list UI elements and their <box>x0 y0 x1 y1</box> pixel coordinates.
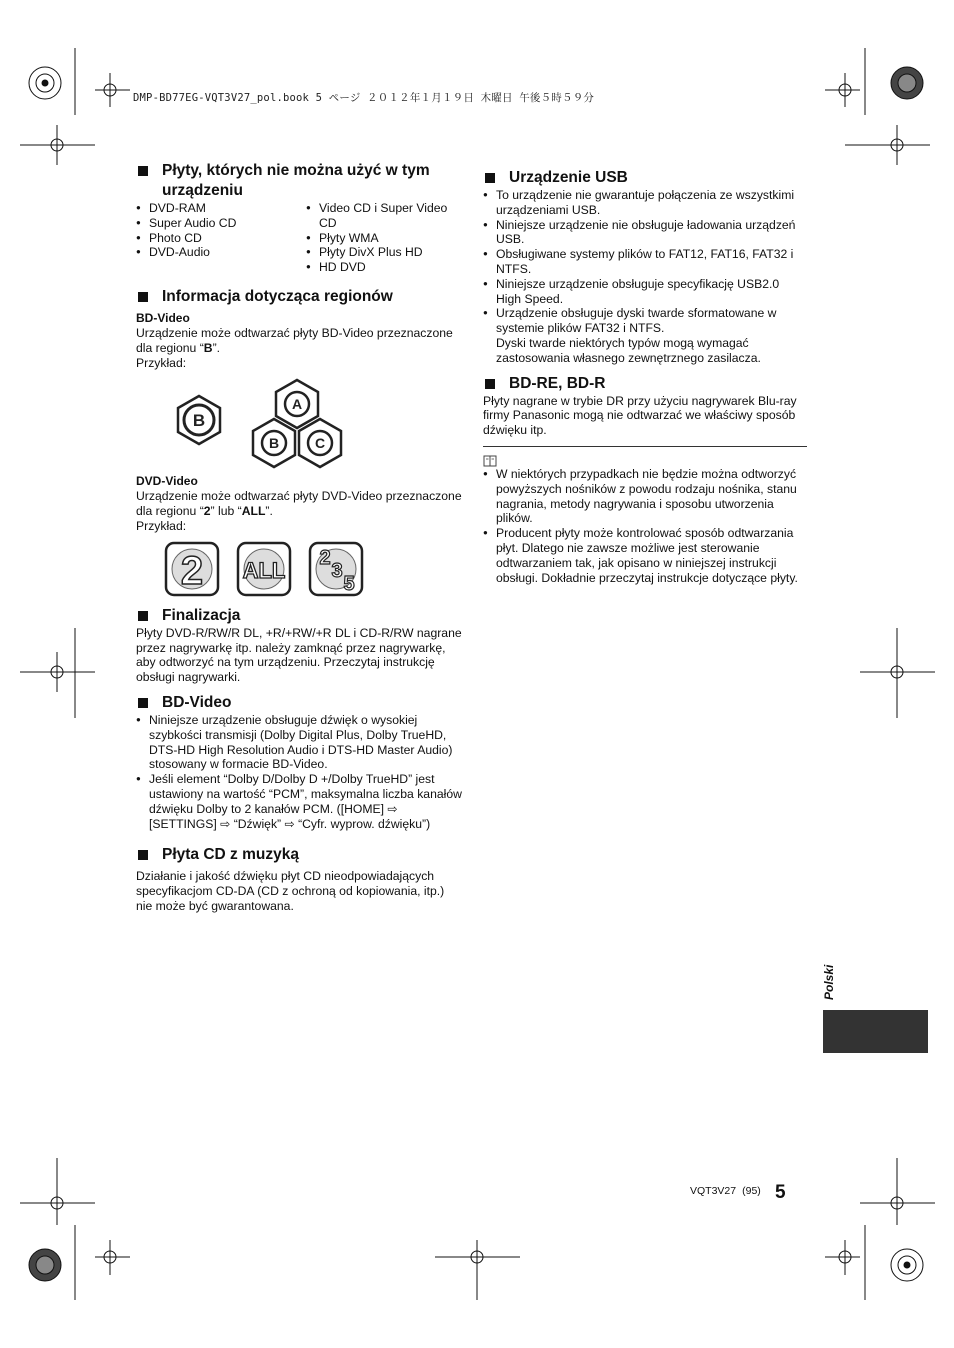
bd-region-logos <box>136 374 462 474</box>
list-item: ● W niektórych przypadkach nie będzie można odtworzyć powyższych nośników z powodu rodzaju nośnika, stanu nagrania, metody nagrywania i sposobu utworzenia plików. <box>483 467 807 526</box>
region-b-letter: B <box>192 411 206 431</box>
section-title-bd-re: BD-RE, BD-R <box>483 374 807 394</box>
list-item: ● Super Audio CD <box>136 216 292 231</box>
page-number: 5 <box>775 1182 786 1203</box>
section-title-cd: Płyta CD z muzyką <box>136 845 462 865</box>
list-item: ● DVD-Audio <box>136 245 292 260</box>
list-item: ● Urządzenie obsługuje dyski twarde sformatowane w systemie plików FAT32 i NTFS. Dyski twarde niektórych typów mogą wymagać zastosowania własnego zewnętrznego zasilacza. <box>483 306 807 365</box>
list-item: ● Obsługiwane systemy plików to FAT12, FAT16, FAT32 i NTFS. <box>483 247 807 277</box>
notes-list <box>483 467 807 585</box>
list-item: ● Producent płyty może kontrolować sposób odtwarzania płyt. Dlatego nie zawsze możliwe jest sterowanie odtwarzaniem tak, jak opisano w niniejszej instrukcji obsługi. Dokładnie przeczytaj instrukcje dotyczące płyty. <box>483 526 807 585</box>
region-a-letter: A <box>291 396 303 413</box>
region-2-number: 2 <box>180 548 204 593</box>
square-bullet-icon <box>485 379 495 389</box>
section-title-finalize: Finalizacja <box>136 606 462 626</box>
bd-re-text: Płyty nagrane w trybie DR przy użyciu nagrywarek Blu-ray firmy Panasonic mogą nie odtwarzać we właściwy sposób dźwięku itp. <box>483 393 797 438</box>
finalize-text: Płyty DVD-R/RW/R DL, +R/+RW/+R DL i CD-R/RW nagrane przez nagrywarkę itp. należy zamknąć przez nagrywarkę, aby odtworzyć na tym urządzeniu. Przeczytaj instrukcję obsługi nagrywarki. <box>136 625 462 685</box>
section-title-unsupported-discs: Płyty, których nie można użyć w tym urządzeniu <box>136 161 462 201</box>
square-bullet-icon <box>138 292 148 302</box>
list-item: ● Niniejsze urządzenie nie obsługuje ładowania urządzeń USB. <box>483 218 807 248</box>
square-bullet-icon <box>138 611 148 621</box>
region-multi-5: 5 <box>343 572 355 595</box>
region-abc-logo <box>253 380 341 467</box>
usb-list <box>483 188 807 366</box>
region-multi-logo <box>310 543 362 595</box>
print-file-header: DMP-BD77EG-VQT3V27_pol.book 5 ページ ２０１２年１月１９日 木曜日 午後５時５９分 <box>133 92 595 104</box>
bd-example-label: Przykład: <box>136 355 187 370</box>
square-bullet-icon <box>138 166 148 176</box>
left-column <box>136 161 462 914</box>
region-2-logo <box>166 543 218 595</box>
dvd-video-label: DVD-Video <box>136 474 198 489</box>
dvd-region-logos <box>136 540 462 602</box>
dvd-example-label: Przykład: <box>136 518 187 533</box>
square-bullet-icon <box>138 850 148 860</box>
square-bullet-icon <box>138 698 148 708</box>
region-multi-2: 2 <box>319 546 331 569</box>
list-item: ● DVD-RAM <box>136 201 292 216</box>
divider <box>483 446 807 447</box>
language-label: Polski <box>822 964 836 1000</box>
region-multi-3: 3 <box>331 559 343 582</box>
list-item: ● HD DVD <box>306 260 462 275</box>
region-all-text: ALL <box>242 557 286 583</box>
list-item: ● Płyty DivX Plus HD <box>306 245 462 260</box>
list-item: ● Video CD i Super Video CD <box>306 201 462 231</box>
bd-video-label: BD-Video <box>136 310 190 325</box>
region-all-logo <box>238 543 290 595</box>
list-item: ● Płyty WMA <box>306 231 462 246</box>
list-item: ● Niniejsze urządzenie obsługuje specyfikację USB2.0 High Speed. <box>483 277 807 307</box>
cd-text: Działanie i jakość dźwięku płyt CD nieodpowiadających specyfikacjom CD-DA (CD z ochroną od kopiowania, itp.) nie może być gwarantowana. <box>136 869 445 913</box>
list-item: ● To urządzenie nie gwarantuje połączenia ze wszystkimi urządzeniami USB. <box>483 188 807 218</box>
region-b-logo <box>178 396 220 444</box>
section-title-bd-video: BD-Video <box>136 693 462 713</box>
dvd-region-text: Urządzenie może odtwarzać płyty DVD-Video przeznaczone dla regionu “2” lub “ALL”. <box>136 489 462 519</box>
list-item: ● Photo CD <box>136 231 292 246</box>
right-column <box>483 168 807 585</box>
section-title-usb: Urządzenie USB <box>483 168 807 188</box>
bd-video-list <box>136 713 462 831</box>
list-item: ● Niniejsze urządzenie obsługuje dźwięk o wysokiej szybkości transmisji (Dolby Digital Plus, Dolby TrueHD, DTS-HD High Resolution Audio i DTS-HD Master Audio) stosowany w formacie BD-Video. <box>136 713 462 772</box>
unsupported-discs-list <box>136 201 462 275</box>
section-title-regions: Informacja dotycząca regionów <box>136 287 462 307</box>
list-item: ● Jeśli element “Dolby D/Dolby D +/Dolby TrueHD” jest ustawiony na wartość “PCM”, maksymalna liczba kanałów dźwięku Dolby to 2 kanałów PCM. ([HOME] ⇨ [SETTINGS] ⇨ “Dźwięk” ⇨ “Cyfr. wyprow. dźwięku”) <box>136 772 462 831</box>
region-c-letter: C <box>314 435 326 452</box>
square-bullet-icon <box>485 173 495 183</box>
region-b2-letter: B <box>268 435 280 452</box>
language-tab <box>823 1010 928 1053</box>
footer-code: VQT3V27 (95) <box>690 1185 761 1197</box>
bd-region-text: Urządzenie może odtwarzać płyty BD-Video przeznaczone dla regionu “B”. <box>136 325 453 355</box>
book-icon <box>483 455 497 467</box>
